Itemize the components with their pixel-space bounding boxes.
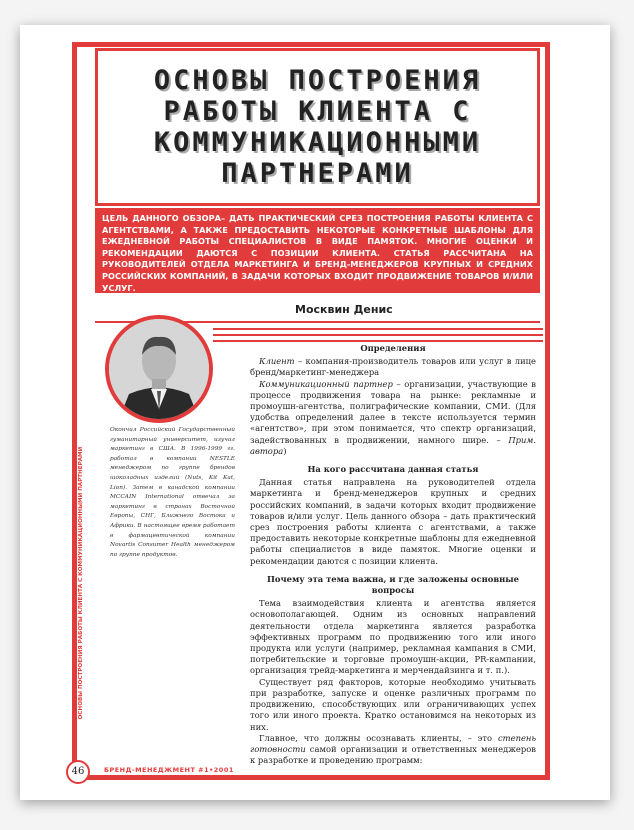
section-heading-audience: На кого рассчитана данная статья	[307, 464, 479, 475]
why-paragraph-1: Тема взаимодействия клиента и агентства является основополагающей. Одним из основных направлений деятельности отдела маркетинга является разработка эффективных программ по продвижению того или иного продукта или услуги (например, рекламная кампания в СМИ, потребительские и торговые промоушн-акции, PR-кампании, организация трейд-маркетинга и мерчендайзинга и т. п.).	[250, 598, 536, 676]
section-heading-why: Почему эта тема важна, и где заложены основные вопросы	[266, 573, 519, 596]
definition-client-text: – компания-производитель товаров или услуг в лице бренд/маркетинг-менеджера	[250, 356, 536, 378]
why-p3-end: самой организации и ответственных менеджеров к разработке и проведению программ:	[250, 743, 536, 766]
journal-name: БРЕНД-МЕНЕДЖМЕНТ #1•2001	[104, 766, 234, 774]
author-bio: Окончил Российский Государственный гуманитарный университет, изучал маркетинг в США. В 1996-1999 гг. работал в компании NESTLE менеджером по группе брендов шоколадных изделий (Nuts, Kit Kat, Lion). Затем в канадской компании MCCAIN International отвечал за маркетинг в странах Восточной Европы, СНГ, Ближнего Востока и Африки. В настоящее время работает в фармацевтической компании Novartis Consumer Health менеджером по группе продуктов.	[110, 427, 235, 558]
definition-partner-text: – организации, участвующие в процессе продвижения товара на рынке: рекламные и промоушн-агентства, полиграфические компании, СМИ. (Для удобства определений далее в тексте используется термин «агентство», при этом понимается, что спектр организаций, задействованных в продвижении, намного шире. –	[250, 378, 537, 445]
page-number: 46	[66, 760, 90, 784]
term-partner: Коммуникационный партнер	[259, 378, 393, 389]
lead-paragraph: ЦЕЛЬ ДАННОГО ОБЗОРА– ДАТЬ ПРАКТИЧЕСКИЙ СРЕЗ ПОСТРОЕНИЯ РАБОТЫ КЛИЕНТА С АГЕНТСТВАМИ, А ТАКЖЕ ПРЕДОСТАВИТЬ НЕКОТОРЫЕ КОНКРЕТНЫЕ ШАБЛОНЫ ДЛЯ ЕЖЕДНЕВНОЙ РАБОТЫ СПЕЦИАЛИСТОВ В ВИДЕ ПАМЯТОК. МНОГИЕ ОЦЕНКИ И РЕКОМЕНДАЦИИ ДАЮТСЯ С ПОЗИЦИИ КЛИЕНТА. СТАТЬЯ РАССЧИТАНА НА РУКОВОДИТЕЛЕЙ ОТДЕЛА МАРКЕТИНГА И БРЕНД-МЕНЕДЖЕРОВ КРУПНЫХ И СРЕДНИХ РОССИЙСКИХ КОМПАНИЙ, В ЗАДАЧИ КОТОРЫХ ВХОДИТ ПРОДВИЖЕНИЕ ТОВАРОВ И/ИЛИ УСЛУГ.	[95, 208, 540, 293]
side-running-title-text: ОСНОВЫ ПОСТРОЕНИЯ РАБОТЫ КЛИЕНТА С КОММУНИКАЦИОННЫМИ ПАРТНЕРАМИ	[78, 446, 84, 720]
why-paragraph-2: Существует ряд факторов, которые необходимо учитывать при разработке, запуске и оценке различных программ по продвижению, способствующих или ограничивающих успех того или иного проекта. Кратко остановимся на некоторых из них.	[250, 676, 536, 732]
title-box	[95, 48, 540, 206]
author-photo	[105, 315, 213, 423]
section-audience	[250, 464, 536, 567]
section-heading-definitions: Определения	[360, 343, 426, 353]
page-footer	[64, 760, 544, 782]
why-p3-start: Главное, что должны осознавать клиенты, – это	[259, 732, 498, 743]
term-client: Клиент	[259, 356, 295, 367]
author-note: Прим. автора	[250, 434, 536, 456]
side-running-title	[76, 440, 86, 740]
definition-partner-end: )	[283, 445, 287, 456]
definition-partner	[250, 379, 536, 457]
audience-paragraph: Данная статья направлена на руководителей отдела маркетинга и бренд-менеджеров крупных и средних российских компаний, в задачи которых входит продвижение товаров и/или услуг. Цель данного обзора – дать практический срез построения работы клиента с агентствами, а также предоставить некоторые конкретные шаблоны для ежедневной работы специалистов в виде памяток. Многие оценки и рекомендации даются с позиции клиента.	[250, 477, 536, 566]
article-body	[250, 343, 536, 766]
definition-client	[250, 356, 536, 378]
why-p3-emphasis: степень готовности	[250, 732, 536, 754]
author-name: Москвин Денис	[295, 303, 393, 316]
section-why	[250, 574, 536, 766]
article-title: ОСНОВЫ ПОСТРОЕНИЯ РАБОТЫ КЛИЕНТА С КОММУНИКАЦИОННЫМИ ПАРТНЕРАМИ	[153, 65, 482, 189]
portrait-image	[109, 319, 209, 419]
